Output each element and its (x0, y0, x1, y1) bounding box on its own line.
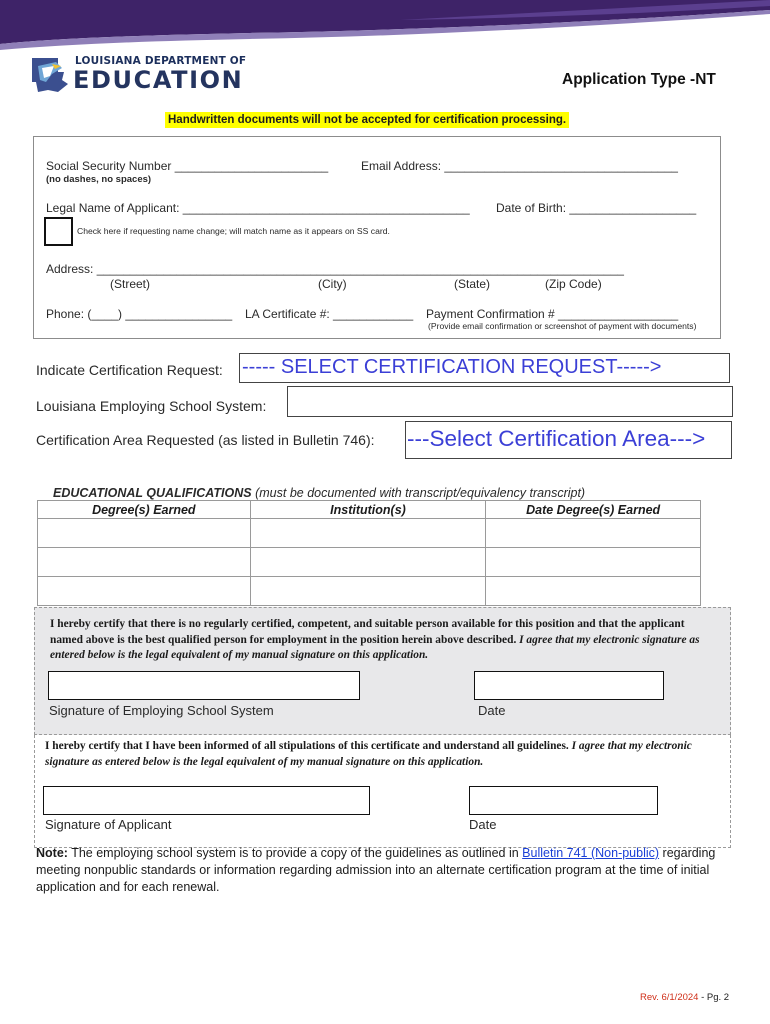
date-cell[interactable] (486, 548, 701, 577)
date-cell[interactable] (486, 577, 701, 606)
table-row (38, 548, 701, 577)
table-row (38, 519, 701, 548)
applicant-cert-italic-text: I agree that my electronic signature as entered below is the legal equivalent of my manual signature on this application. (45, 740, 692, 768)
applicant-date-input[interactable] (469, 786, 658, 815)
school-cert-bold-text: I hereby certify that there is no regularly certified, competent, and suitable person available for this position and that the applicant named above is the best qualified person for employment in the position herein above described. (50, 618, 685, 646)
name-change-checkbox[interactable] (44, 217, 73, 246)
payment-confirmation-field[interactable]: Payment Confirmation # __________________ (426, 307, 679, 321)
education-heading-bold: EDUCATIONAL QUALIFICATIONS (53, 486, 252, 500)
school-date-input[interactable] (474, 671, 664, 700)
degree-cell[interactable] (38, 519, 251, 548)
payment-note: (Provide email confirmation or screenshot of payment with documents) (428, 321, 697, 331)
education-table (37, 500, 701, 606)
cert-request-value: ----- SELECT CERTIFICATION REQUEST-----> (242, 356, 662, 378)
state-pelican-icon (28, 52, 72, 96)
degree-column-header: Degree(s) Earned (38, 501, 251, 519)
school-cert-italic-text: I agree that my electronic signature as entered below is the legal equivalent of my manual signature on this application. (50, 633, 700, 661)
bulletin-741-link[interactable]: Bulletin 741 (Non-public) (522, 846, 660, 860)
dob-field[interactable]: Date of Birth: ___________________ (496, 201, 697, 215)
school-system-label: Louisiana Employing School System: (36, 398, 267, 414)
logo-top-text: LOUISIANA DEPARTMENT OF (75, 55, 247, 67)
education-heading-rest: (must be documented with transcript/equivalency transcript) (255, 486, 586, 500)
table-row (38, 577, 701, 606)
application-type: Application Type -NT (562, 71, 716, 88)
ssn-note: (no dashes, no spaces) (46, 174, 152, 185)
education-heading (53, 486, 585, 500)
institution-column-header: Institution(s) (250, 501, 486, 519)
revision-date: Rev. 6/1/2024 (640, 992, 699, 1003)
logo (28, 50, 247, 98)
address-city-label: (City) (318, 277, 347, 291)
applicant-certification-text (45, 739, 725, 770)
ssn-field[interactable]: Social Security Number _______________________ (46, 159, 329, 173)
cert-area-select[interactable] (405, 421, 732, 459)
guidelines-note (36, 845, 736, 896)
page-number: - Pg. 2 (701, 992, 730, 1003)
address-field[interactable]: Address: _______________________________________________________________________________ (46, 262, 624, 276)
degree-cell[interactable] (38, 548, 251, 577)
name-change-label: Check here if requesting name change; will match name as it appears on SS card. (77, 226, 390, 236)
institution-cell[interactable] (250, 519, 486, 548)
school-date-label: Date (478, 703, 506, 718)
address-zip-label: (Zip Code) (545, 277, 602, 291)
page-footer (640, 992, 729, 1003)
note-text-before: The employing school system is to provide a copy of the guidelines as outlined in (71, 846, 519, 860)
applicant-signature-label: Signature of Applicant (45, 817, 172, 832)
applicant-signature-input[interactable] (43, 786, 370, 815)
cert-area-label: Certification Area Requested (as listed in Bulletin 746): (36, 432, 375, 448)
handwritten-warning: Handwritten documents will not be accepted for certification processing. (165, 112, 569, 128)
cert-request-select[interactable] (239, 353, 730, 383)
school-signature-label: Signature of Employing School System (49, 703, 274, 718)
institution-cell[interactable] (250, 577, 486, 606)
degree-cell[interactable] (38, 577, 251, 606)
institution-cell[interactable] (250, 548, 486, 577)
phone-field[interactable]: Phone: (____) ________________ (46, 307, 233, 321)
school-signature-input[interactable] (48, 671, 360, 700)
note-label: Note: (36, 846, 68, 860)
date-column-header: Date Degree(s) Earned (486, 501, 701, 519)
address-street-label: (Street) (110, 277, 151, 291)
legal-name-field[interactable]: Legal Name of Applicant: ___________________________________________ (46, 201, 470, 215)
cert-area-value: ---Select Certification Area---> (407, 426, 706, 451)
applicant-date-label: Date (469, 817, 497, 832)
school-system-input[interactable] (287, 386, 733, 417)
applicant-cert-bold-text: I hereby certify that I have been informed of all stipulations of this certificate and understand all guidelines. (45, 740, 569, 752)
logo-main-text: EDUCATION (73, 66, 244, 94)
note-text-after: regarding meeting nonpublic standards or information regarding admission into an alternate certification program at the time of initial application and for each renewal. (36, 846, 716, 894)
la-certificate-field[interactable]: LA Certificate #: ____________ (245, 307, 414, 321)
date-cell[interactable] (486, 519, 701, 548)
header-band (0, 0, 770, 50)
address-state-label: (State) (454, 277, 491, 291)
email-field[interactable]: Email Address: ___________________________________ (361, 159, 678, 173)
school-certification-text (50, 617, 720, 664)
cert-request-label: Indicate Certification Request: (36, 362, 223, 378)
education-header-row (38, 501, 701, 519)
